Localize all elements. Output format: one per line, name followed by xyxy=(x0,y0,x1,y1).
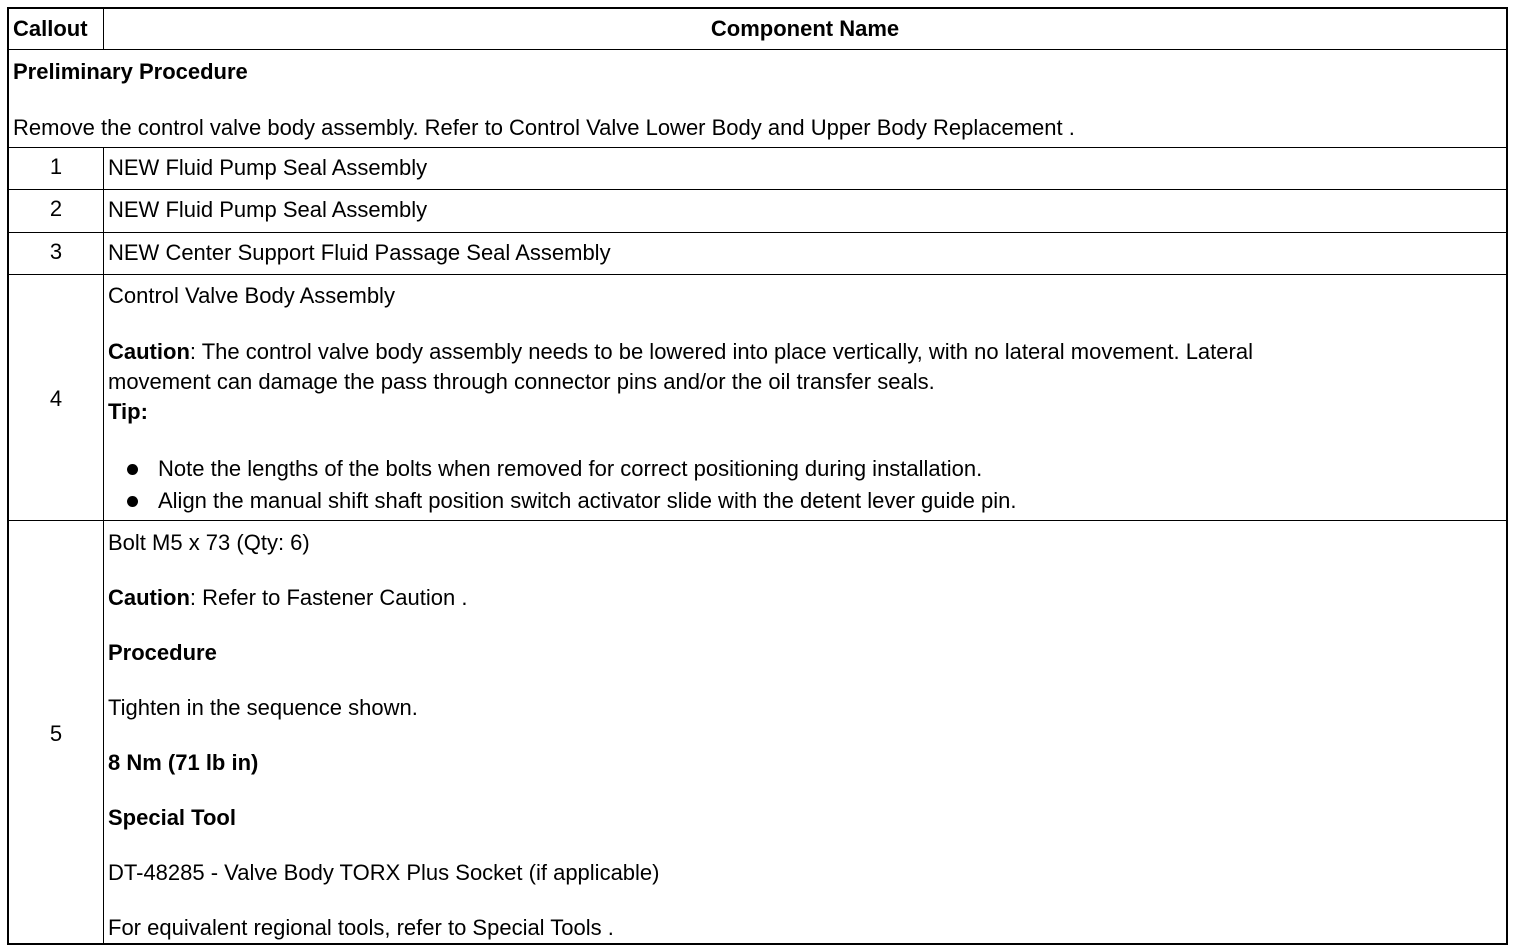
bullet-icon xyxy=(127,496,138,507)
caution-label: Caution xyxy=(108,339,190,364)
caution-line xyxy=(108,583,467,613)
component-name: NEW Center Support Fluid Passage Seal Assembly xyxy=(108,240,611,265)
table-row xyxy=(9,520,1506,945)
header-callout: Callout xyxy=(13,16,88,41)
special-tool-text: DT-48285 - Valve Body TORX Plus Socket (if applicable) xyxy=(108,860,660,885)
table-row xyxy=(9,232,1506,274)
callout-number: 5 xyxy=(49,721,63,746)
table-row xyxy=(9,189,1506,232)
bullet-icon xyxy=(127,464,138,475)
preliminary-text: Remove the control valve body assembly. Refer to Control Valve Lower Body and Upper Body Replacement . xyxy=(13,115,1075,140)
callout-number: 4 xyxy=(49,386,63,411)
component-name: Bolt M5 x 73 (Qty: 6) xyxy=(108,530,310,555)
component-table xyxy=(7,7,1508,945)
tip-label: Tip: xyxy=(108,399,148,424)
component-name: Control Valve Body Assembly xyxy=(108,283,395,308)
header-component-name: Component Name xyxy=(710,16,900,41)
callout-number: 3 xyxy=(49,239,63,264)
tip-item: Note the lengths of the bolts when removed for correct positioning during installation. xyxy=(158,456,983,481)
callout-number: 1 xyxy=(49,154,63,179)
caution-line-2: movement can damage the pass through connector pins and/or the oil transfer seals. xyxy=(108,369,935,394)
component-name: NEW Fluid Pump Seal Assembly xyxy=(108,197,428,222)
preliminary-row xyxy=(9,49,1506,147)
regional-tools-text: For equivalent regional tools, refer to Special Tools . xyxy=(108,915,614,940)
caution-line-1 xyxy=(108,337,1253,367)
table-row xyxy=(9,274,1506,520)
torque-spec: 8 Nm (71 lb in) xyxy=(108,750,259,775)
table-row xyxy=(9,147,1506,189)
caution-text: : Refer to Fastener Caution . xyxy=(189,585,468,610)
caution-label: Caution xyxy=(108,585,190,610)
preliminary-title: Preliminary Procedure xyxy=(13,59,248,84)
caution-text: : The control valve body assembly needs to be lowered into place vertically, with no lateral movement. Lateral xyxy=(189,339,1253,364)
procedure-text: Tighten in the sequence shown. xyxy=(108,695,418,720)
callout-number: 2 xyxy=(49,196,63,221)
procedure-label: Procedure xyxy=(108,640,217,665)
tip-item: Align the manual shift shaft position switch activator slide with the detent lever guide pin. xyxy=(158,488,1017,513)
component-name: NEW Fluid Pump Seal Assembly xyxy=(108,155,428,180)
table-header-row xyxy=(9,9,1506,49)
special-tool-label: Special Tool xyxy=(108,805,236,830)
